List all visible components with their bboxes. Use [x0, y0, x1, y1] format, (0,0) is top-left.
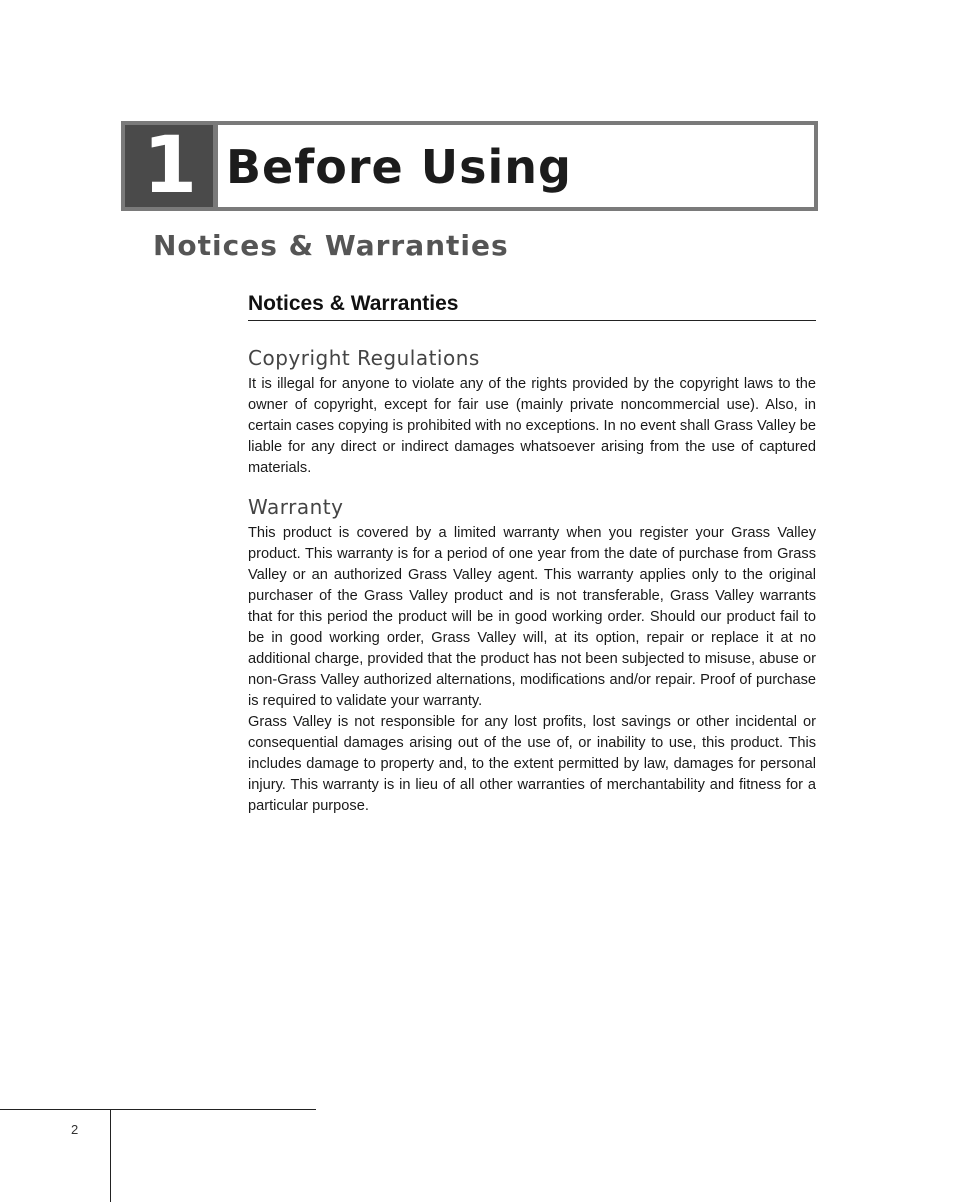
chapter-banner: [121, 121, 818, 211]
footer-rule: [0, 1109, 316, 1110]
subsection-title: Notices & Warranties: [248, 290, 816, 321]
copyright-text: It is illegal for anyone to violate any of the rights provided by the copyright laws to the owner of copyright, except for fair use (mainly private noncommercial use). Also, in certain cases copying is prohibited with no exceptions. In no event shall Grass Valley be liable for any direct or indirect damages whatsoever arising from the use of captured materials.: [248, 376, 816, 477]
chapter-title: Before Using: [226, 140, 572, 194]
warranty-paragraph-2: Grass Valley is not responsible for any lost profits, lost savings or other incidental or consequential damages arising out of the use of, or inability to use, this product. This includes damage to property and, to the extent permitted by law, damages for personal injury. This warranty is in lieu of all other warranties of merchantability and fitness for a particular purpose.: [248, 714, 816, 815]
section-heading: Notices & Warranties: [153, 229, 509, 262]
copyright-heading: Copyright Regulations: [248, 346, 480, 371]
chapter-title-box: [218, 125, 814, 207]
page-number: 2: [71, 1122, 79, 1137]
warranty-paragraph-1: This product is covered by a limited warranty when you register your Grass Valley product. This warranty is for a period of one year from the date of purchase from Grass Valley or an authorized Grass Valley agent. This warranty applies only to the original purchaser of the Grass Valley product and is not transferable, Grass Valley warrants that for this period the product will be in good working order. Should our product fail to be in good working order, Grass Valley will, at its option, repair or replace it at no additional charge, provided that the product has not been subjected to misuse, abuse or non-Grass Valley authorized alternations, modifications and/or repair. Proof of purchase is required to validate your warranty.: [248, 525, 816, 710]
content-column: [248, 290, 816, 817]
footer-vertical-rule: [110, 1109, 111, 1202]
warranty-heading: Warranty: [248, 495, 344, 520]
chapter-number-box: [125, 121, 213, 211]
chapter-number: 1: [142, 121, 196, 211]
